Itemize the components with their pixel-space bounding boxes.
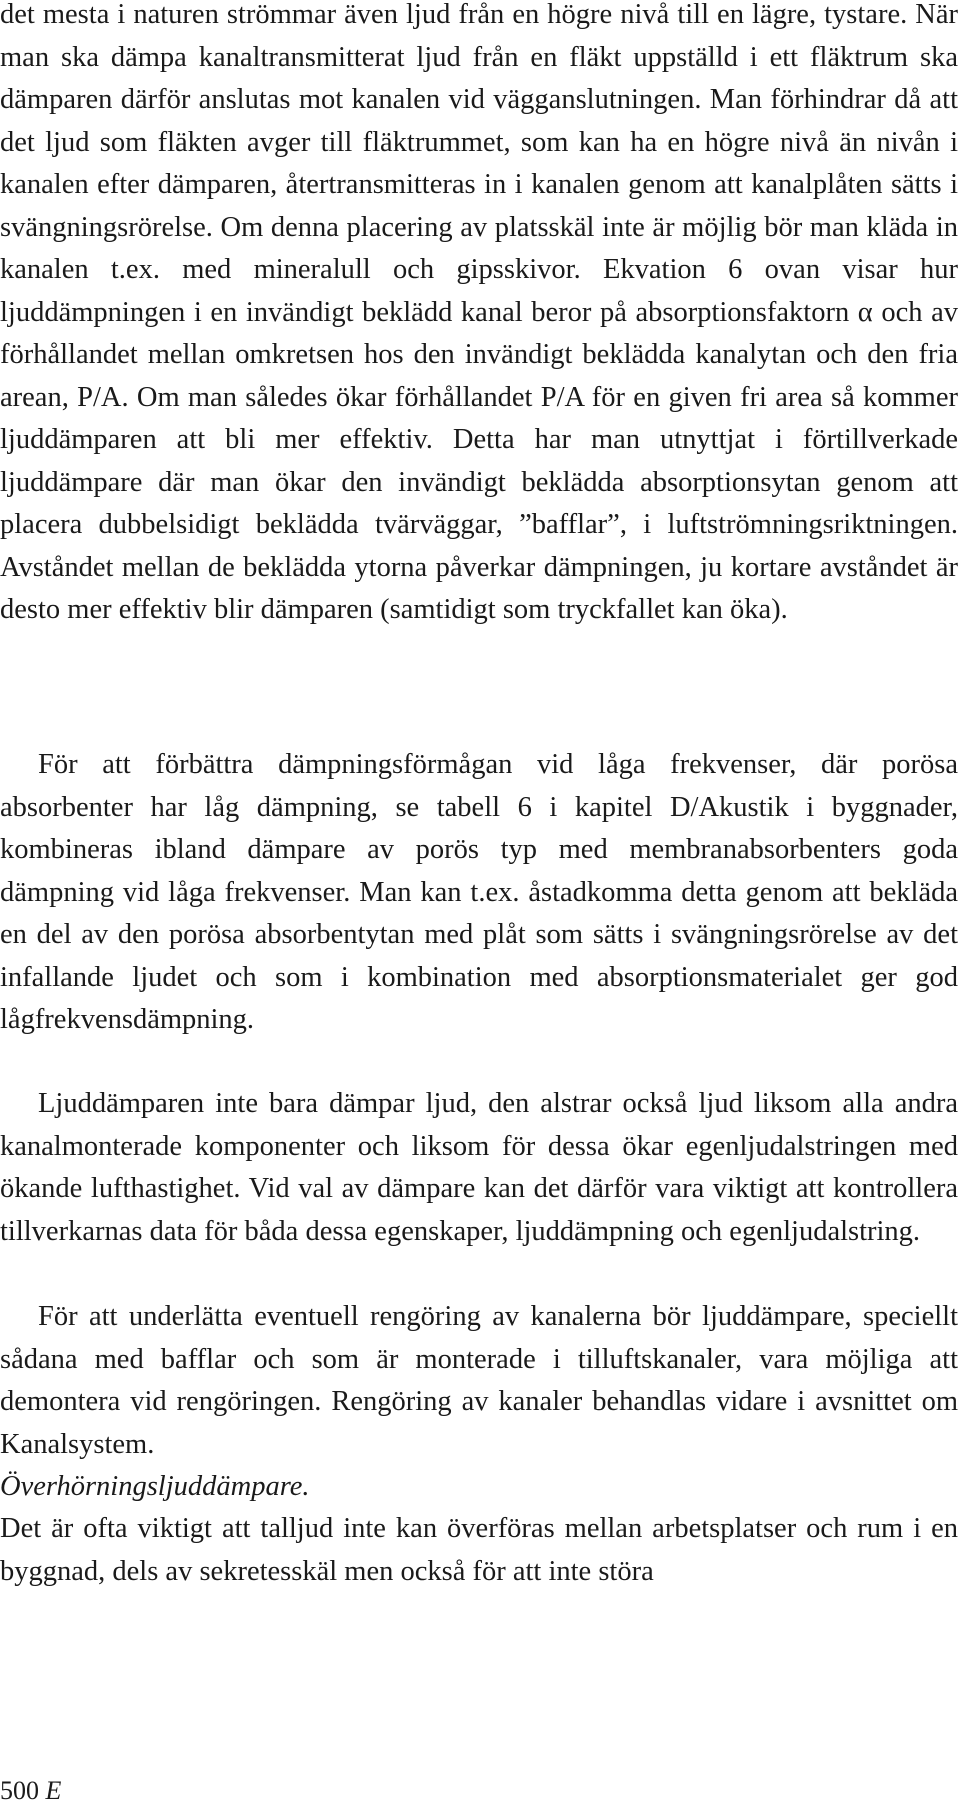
page-footer <box>0 1776 61 1806</box>
section-letter: E <box>45 1776 62 1805</box>
body-paragraph-2: För att förbättra dämpningsförmågan vid låga frekvenser, där porösa absorbenter har låg dämpning, se tabell 6 i kapitel D/Akustik i byggnader, kombineras ibland dämpare av porös typ med membranabsorbenters goda dämpning vid låga frekvenser. Man kan t.ex. åstadkomma detta genom att bekläda en del av den porösa absorbentytan med plåt som sätts i svängningsrörelse av det infallande ljudet och som i kombination med absorptionsmaterialet ger god lågfrekvensdämpning. <box>0 749 958 1035</box>
page-number: 500 <box>0 1776 39 1805</box>
section-heading: Överhörningsljuddämpare. <box>0 1471 310 1502</box>
body-paragraph-3: Ljuddämparen inte bara dämpar ljud, den alstrar också ljud liksom alla andra kanalmonterade komponenter och liksom för dessa ökar egenljudalstringen med ökande lufthastighet. Vid val av dämpare kan det därför vara viktigt att kontrollera tillverkarnas data för båda dessa egenskaper, ljuddämpning och egenljudalstring. <box>0 1088 958 1247</box>
section-paragraph: Det är ofta viktigt att talljud inte kan överföras mellan arbetsplatser och rum i en byggnad, dels av sekretesskäl men också för att inte störa <box>0 1513 958 1587</box>
body-paragraph-1: det mesta i naturen strömmar även ljud från en högre nivå till en lägre, tystare. När man ska dämpa kanaltransmitterat ljud från en fläkt uppställd i ett fläktrum ska dämparen därför anslutas mot kanalen vid vägganslutningen. Man förhindrar då att det ljud som fläkten avger till fläktrummet, som kan ha en högre nivå än nivån i kanalen efter dämparen, återtransmitteras in i kanalen genom att kanalplåten sätts i svängningsrörelse. Om denna placering av platsskäl inte är möjlig bör man kläda in kanalen t.ex. med mineralull och gipsskivor. Ekvation 6 ovan visar hur ljuddämpningen i en invändigt beklädd kanal beror på absorptionsfaktorn α och av förhållandet mellan omkretsen hos den invändigt beklädda kanalytan och den fria arean, P/A. Om man således ökar förhållandet P/A för en given fri area så kommer ljuddämparen att bli mer effektiv. Detta har man utnyttjat i förtillverkade ljuddämpare där man ökar den invändigt beklädda absorptionsytan genom att placera dubbelsidigt beklädda tvärväggar, ”bafflar”, i luftströmningsriktningen. Avståndet mellan de beklädda ytorna påverkar dämpningen, ju kortare avståndet är desto mer effektiv blir dämparen (samtidigt som tryckfallet kan öka). <box>0 0 958 625</box>
body-paragraph-4: För att underlätta eventuell rengöring av kanalerna bör ljuddämpare, speciellt sådana med bafflar och som är monterade i tilluftskanaler, vara möjliga att demontera vid rengöringen. Rengöring av kanaler behandlas vidare i avsnittet om Kanalsystem. <box>0 1301 958 1460</box>
